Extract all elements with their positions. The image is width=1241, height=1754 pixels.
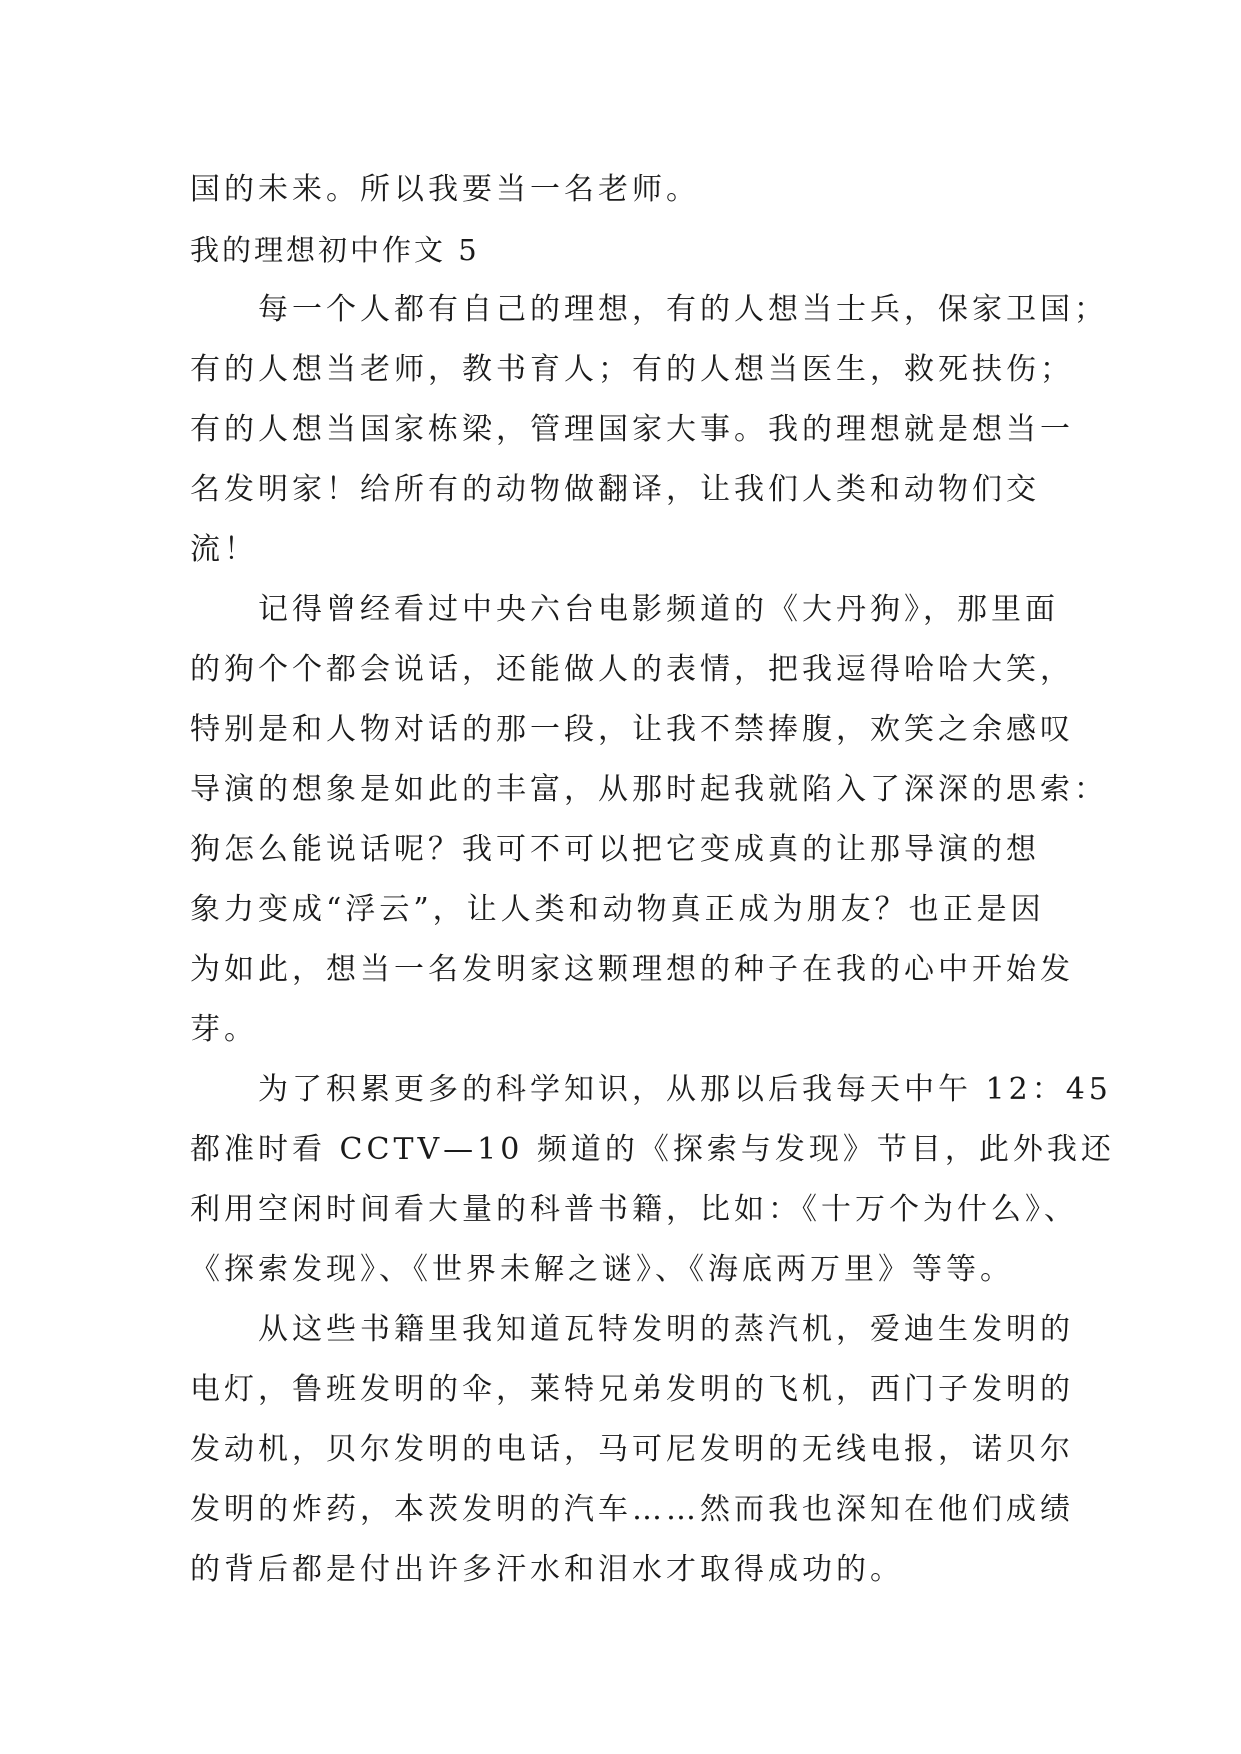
paragraph-line: 每一个人都有自己的理想，有的人想当士兵，保家卫国；: [258, 292, 1108, 327]
paragraph-line: 记得曾经看过中央六台电影频道的《大丹狗》，那里面: [258, 592, 1059, 627]
paragraph-line: 发动机，贝尔发明的电话，马可尼发明的无线电报，诺贝尔: [190, 1432, 1074, 1467]
paragraph-line: 导演的想象是如此的丰富，从那时起我就陷入了深深的思索：: [190, 772, 1108, 807]
paragraph-line: 电灯，鲁班发明的伞，莱特兄弟发明的飞机，西门子发明的: [190, 1372, 1074, 1407]
paragraph-line: 流！: [190, 532, 258, 567]
paragraph-line: 都准时看 CCTV—10 频道的《探索与发现》节目，此外我还: [190, 1132, 1115, 1167]
paragraph-line: 芽。: [190, 1012, 258, 1047]
paragraph-line: 从这些书籍里我知道瓦特发明的蒸汽机，爱迪生发明的: [258, 1312, 1074, 1347]
document-body: [190, 160, 1115, 1600]
paragraph-line: 利用空闲时间看大量的科普书籍，比如：《十万个为什么》、: [190, 1192, 1078, 1227]
paragraph-line: 名发明家！给所有的动物做翻译，让我们人类和动物们交: [190, 472, 1040, 507]
paragraph-line: 《探索发现》、《世界未解之谜》、《海底两万里》等等。: [190, 1252, 1014, 1287]
paragraph-line: 为如此，想当一名发明家这颗理想的种子在我的心中开始发: [190, 952, 1074, 987]
text-line: 国的未来。所以我要当一名老师。: [190, 172, 700, 207]
paragraph-line: 的背后都是付出许多汗水和泪水才取得成功的。: [190, 1552, 904, 1587]
paragraph-line: 象力变成“浮云”，让人类和动物真正成为朋友？也正是因: [190, 892, 1045, 927]
paragraph-line: 的狗个个都会说话，还能做人的表情，把我逗得哈哈大笑，: [190, 652, 1074, 687]
paragraph-line: 发明的炸药，本茨发明的汽车……然而我也深知在他们成绩: [190, 1492, 1074, 1527]
paragraph-line: 特别是和人物对话的那一段，让我不禁捧腹，欢笑之余感叹: [190, 712, 1074, 747]
paragraph-line: 有的人想当老师，教书育人；有的人想当医生，救死扶伤；: [190, 352, 1074, 387]
paragraph-line: 为了积累更多的科学知识，从那以后我每天中午 12：45: [258, 1072, 1112, 1107]
paragraph-line: 有的人想当国家栋梁，管理国家大事。我的理想就是想当一: [190, 412, 1074, 447]
paragraph-line: 狗怎么能说话呢？我可不可以把它变成真的让那导演的想: [190, 832, 1040, 867]
section-title: 我的理想初中作文 5: [190, 233, 480, 267]
